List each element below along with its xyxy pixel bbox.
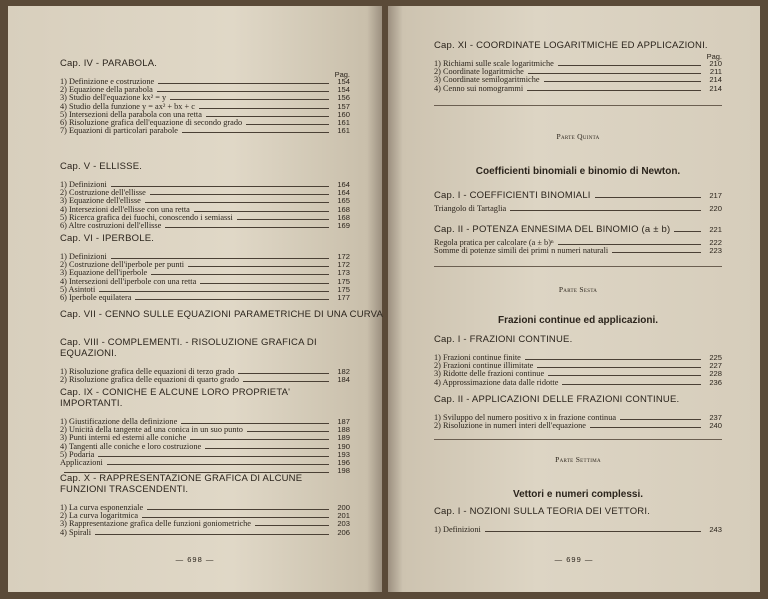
entry-page: 223 <box>709 246 722 256</box>
toc-entry <box>60 520 350 528</box>
chapter-section <box>60 58 350 135</box>
chapter-section <box>60 161 350 230</box>
entry-page: 184 <box>337 375 350 385</box>
entry-title: 6) Risoluzione grafica dell'equazione di secondo grado <box>60 117 243 127</box>
entry-page: 187 <box>337 417 350 426</box>
entry-page: 228 <box>709 369 722 379</box>
entry-page: 214 <box>709 75 722 85</box>
entry-page: 168 <box>337 204 350 214</box>
entry-list <box>60 181 350 230</box>
chapter-title: Cap. X - RAPPRESENTAZIONE GRAFICA DI ALCUNE FUNZIONI TRASCENDENTI. <box>60 473 303 495</box>
entry-title: 1) Definizione e costruzione <box>60 77 155 86</box>
entry-list <box>60 368 350 384</box>
toc-entry <box>60 443 350 451</box>
entry-page: 222 <box>709 238 722 247</box>
dotted-leader <box>194 211 329 212</box>
dotted-leader <box>165 227 329 228</box>
entry-title: 5) Asintoti <box>60 284 96 294</box>
entry-title: 1) Sviluppo del numero positivo x in frazione continua <box>434 413 617 422</box>
entry-title: 5) Podaria <box>60 449 95 459</box>
entry-list <box>434 354 722 387</box>
entry-title: 3) Coordinate semilogaritmiche <box>434 75 540 85</box>
entry-title: 2) Coordinate logaritmiche <box>434 67 524 77</box>
chapter-title: Cap. IX - CONICHE E ALCUNE LORO PROPRIETA' IMPORTANTI. <box>60 387 291 409</box>
dotted-leader <box>247 431 329 432</box>
entry-title: 7) Equazioni di particolari parabole <box>60 126 178 136</box>
entry-title: 1) Risoluzione grafica delle equazioni di terzo grado <box>60 367 235 376</box>
divider <box>434 266 722 267</box>
dotted-leader <box>181 423 329 424</box>
entry-list <box>434 205 722 213</box>
entry-page: 243 <box>709 525 722 534</box>
entry-page: 165 <box>337 196 350 206</box>
entry-title: 5) Ricerca grafica dei fuochi, conoscendo i semiassi <box>60 212 233 222</box>
dotted-leader <box>510 210 701 211</box>
chapter-section <box>434 40 722 93</box>
dotted-leader <box>558 65 701 66</box>
entry-page: 157 <box>337 101 350 111</box>
chapter-title: Cap. II - APPLICAZIONI DELLE FRAZIONI CONTINUE. <box>434 394 680 405</box>
page-number: — 699 — <box>554 555 594 564</box>
toc-entry <box>60 376 350 384</box>
dotted-leader <box>590 427 701 428</box>
entry-page: 164 <box>337 180 350 189</box>
entry-page: 154 <box>337 77 350 86</box>
entry-title: Applicazioni <box>60 457 103 467</box>
chapter-section <box>60 309 384 324</box>
dotted-leader <box>612 252 701 253</box>
toc-entry <box>434 85 722 93</box>
part-title: Vettori e numeri complessi. <box>512 489 644 500</box>
chapter-title: Cap. II - POTENZA ENNESIMA DEL BINOMIO (a ± b) <box>434 224 671 235</box>
entry-page: 196 <box>337 457 350 467</box>
page-number: — 698 — <box>175 555 215 564</box>
entry-page: 190 <box>337 441 350 451</box>
dotted-leader <box>620 419 701 420</box>
entry-title: 1) Richiami sulle scale logaritmiche <box>434 59 554 68</box>
dotted-leader <box>99 291 329 292</box>
entry-title: 4) Spirali <box>60 527 92 537</box>
chapter-title: Cap. VII - CENNO SULLE EQUAZIONI PARAMETRICHE DI UNA CURVA <box>60 309 384 320</box>
entry-title: 2) Risoluzione in numeri interi dell'equazione <box>434 421 586 431</box>
entry-title: Regola pratica per calcolare (a ± b)ⁿ <box>434 238 554 247</box>
dotted-leader <box>158 83 329 84</box>
entry-page: 156 <box>337 93 350 103</box>
entry-page: 211 <box>709 67 722 77</box>
entry-page: 236 <box>709 377 722 387</box>
dotted-leader <box>145 202 329 203</box>
toc-entry <box>434 247 722 255</box>
entry-page: 175 <box>337 276 350 286</box>
pag-header: Pag. <box>706 52 722 61</box>
toc-entry <box>434 422 722 430</box>
dotted-leader <box>135 299 329 300</box>
dotted-leader <box>558 244 701 245</box>
entry-title: 4) Intersezioni dell'ellisse con una retta <box>60 204 190 214</box>
chapter-section <box>434 506 722 534</box>
entry-title: 4) Cenno sui nomogrammi <box>434 83 524 93</box>
dotted-leader <box>246 124 329 125</box>
chapter-section <box>434 190 722 213</box>
entry-title: 1) Definizioni <box>60 180 107 189</box>
entry-page: 173 <box>337 268 350 278</box>
dotted-leader <box>595 197 701 198</box>
entry-list <box>60 78 350 135</box>
entry-title: 3) Equazione dell'ellisse <box>60 196 141 206</box>
entry-page: 210 <box>709 59 722 68</box>
entry-page: 220 <box>709 204 722 213</box>
part-title: Frazioni continue ed applicazioni. <box>497 315 658 326</box>
dotted-leader <box>525 359 701 360</box>
toc-entry <box>60 459 350 467</box>
entry-title: Triangolo di Tartaglia <box>434 204 507 213</box>
entry-title: 2) Frazioni continue illimitate <box>434 361 534 371</box>
entry-page: 160 <box>337 109 350 119</box>
entry-title: 1) Definizioni <box>60 252 107 261</box>
entry-list <box>434 414 722 430</box>
dotted-leader <box>243 381 329 382</box>
dotted-leader <box>537 367 701 368</box>
left-page <box>8 6 382 592</box>
entry-page: 225 <box>709 353 722 362</box>
dotted-leader <box>188 266 329 267</box>
toc-entry <box>60 222 350 230</box>
entry-page: 177 <box>337 292 350 302</box>
entry-page: 175 <box>337 284 350 294</box>
dotted-leader <box>111 258 329 259</box>
dotted-leader <box>182 132 329 133</box>
toc-entry <box>60 127 350 135</box>
entry-title: 5) Intersezioni della parabola con una retta <box>60 109 202 119</box>
dotted-leader <box>562 384 701 385</box>
dotted-leader <box>548 375 701 376</box>
entry-title: 1) La curva esponenziale <box>60 503 144 512</box>
entry-page: 169 <box>337 220 350 230</box>
entry-page: 227 <box>709 361 722 371</box>
part-label: Parte Settima <box>555 455 601 464</box>
pag-header: Pag. <box>334 70 350 79</box>
dotted-leader <box>238 373 329 374</box>
entry-list <box>434 526 722 534</box>
entry-page: 168 <box>337 212 350 222</box>
toc-entry <box>434 379 722 387</box>
entry-title: 3) Equazione dell'iperbole <box>60 268 148 278</box>
dotted-leader <box>200 283 329 284</box>
entry-title: 4) Intersezioni dell'iperbole con una retta <box>60 276 197 286</box>
entry-page: 188 <box>337 425 350 435</box>
entry-title: 2) Unicità della tangente ad una conica in un suo punto <box>60 425 243 435</box>
chapter-row <box>434 224 722 235</box>
dotted-leader <box>157 91 329 92</box>
divider <box>434 105 722 106</box>
part-label: Parte Sesta <box>558 285 598 294</box>
entry-page: 206 <box>337 527 350 537</box>
entry-title: 3) Punti interni ed esterni alle coniche <box>60 433 187 443</box>
dotted-leader <box>142 517 329 518</box>
dotted-leader <box>199 108 329 109</box>
entry-page: 172 <box>337 260 350 270</box>
toc-entry <box>60 451 350 459</box>
entry-title: 2) Equazione della parabola <box>60 85 153 95</box>
entry-title: 3) Ridotte delle frazioni continue <box>434 369 545 379</box>
entry-list <box>60 504 350 537</box>
entry-page: 237 <box>709 413 722 422</box>
toc-entry <box>434 205 722 213</box>
toc-entry <box>60 278 350 286</box>
dotted-leader <box>206 116 329 117</box>
entry-title: 4) Studio della funzione y = ax² + bx + c <box>60 101 195 111</box>
entry-title: 6) Iperbole equilatera <box>60 292 132 302</box>
dotted-leader <box>485 531 701 532</box>
entry-list <box>434 239 722 255</box>
dotted-leader <box>255 525 329 526</box>
entry-page: 198 <box>337 466 350 476</box>
entry-list <box>60 418 350 475</box>
dotted-leader <box>95 534 329 535</box>
divider <box>434 439 722 440</box>
dotted-leader <box>527 90 701 91</box>
entry-title: 4) Tangenti alle coniche e loro costruzione <box>60 441 202 451</box>
entry-title: 2) Risoluzione grafica delle equazioni di quarto grado <box>60 375 240 385</box>
entry-title: 4) Approssimazione data dalle ridotte <box>434 377 559 387</box>
entry-page: 189 <box>337 433 350 443</box>
chapter-page: 217 <box>709 191 722 200</box>
chapter-section <box>60 337 350 384</box>
chapter-section <box>434 334 722 387</box>
chapter-page: 221 <box>709 225 722 234</box>
dotted-leader <box>107 464 329 465</box>
dotted-leader <box>544 81 701 82</box>
chapter-section <box>60 387 350 475</box>
entry-page: 161 <box>337 126 350 136</box>
entry-list <box>60 253 350 302</box>
chapter-title: Cap. I - NOZIONI SULLA TEORIA DEI VETTORI. <box>434 506 651 517</box>
entry-title: 2) Costruzione dell'iperbole per punti <box>60 260 185 270</box>
dotted-leader <box>147 509 329 510</box>
chapter-row <box>434 190 722 201</box>
chapter-title: Cap. I - FRAZIONI CONTINUE. <box>434 334 573 345</box>
chapter-title: Cap. VI - IPERBOLE. <box>60 233 155 244</box>
entry-title: 2) Costruzione dell'ellisse <box>60 188 146 198</box>
entry-page: 182 <box>337 367 350 376</box>
toc-entry <box>60 294 350 302</box>
dotted-leader <box>237 219 329 220</box>
entry-page: 193 <box>337 449 350 459</box>
dotted-leader <box>674 231 701 232</box>
chapter-section <box>434 224 722 255</box>
dotted-leader <box>98 456 329 457</box>
chapter-title: Cap. I - COEFFICIENTI BINOMIALI <box>434 190 591 201</box>
entry-page: 200 <box>337 503 350 512</box>
chapter-title: Cap. XI - COORDINATE LOGARITMICHE ED APPLICAZIONI. <box>434 40 708 51</box>
entry-title: 6) Altre costruzioni dell'ellisse <box>60 220 162 230</box>
dotted-leader <box>151 274 329 275</box>
entry-page: 154 <box>337 85 350 95</box>
entry-title: 1) Giustificazione della definizione <box>60 417 178 426</box>
chapter-title: Cap. IV - PARABOLA. <box>60 58 158 69</box>
chapter-section <box>60 233 350 302</box>
chapter-title: Cap. VIII - COMPLEMENTI. - RISOLUZIONE GRAFICA DI EQUAZIONI. <box>60 337 317 359</box>
dotted-leader <box>111 186 329 187</box>
chapter-section <box>434 394 722 430</box>
entry-title: 1) Frazioni continue finite <box>434 353 521 362</box>
dotted-leader <box>150 194 329 195</box>
dotted-leader <box>170 99 329 100</box>
dotted-leader <box>528 73 701 74</box>
entry-title: 3) Rappresentazione grafica delle funzioni goniometriche <box>60 519 251 529</box>
entry-title: 3) Studio dell'equazione kx² = y <box>60 93 167 103</box>
entry-page: 201 <box>337 511 350 521</box>
entry-title: 2) La curva logaritmica <box>60 511 139 521</box>
chapter-section <box>60 473 350 537</box>
entry-page: 214 <box>709 83 722 93</box>
entry-list <box>434 60 722 93</box>
chapter-title: Cap. V - ELLISSE. <box>60 161 143 172</box>
dotted-leader <box>205 448 329 449</box>
entry-page: 203 <box>337 519 350 529</box>
entry-page: 172 <box>337 252 350 261</box>
right-page <box>388 6 760 592</box>
entry-page: 240 <box>709 421 722 431</box>
entry-title: Somme di potenze simili dei primi n numeri naturali <box>434 246 609 256</box>
entry-page: 161 <box>337 117 350 127</box>
entry-title: 1) Definizioni <box>434 525 481 534</box>
chapter-row <box>60 309 384 320</box>
dotted-leader <box>190 439 329 440</box>
part-title: Coefficienti binomiali e binomio di Newton. <box>475 166 681 177</box>
part-label: Parte Quinta <box>556 132 600 141</box>
toc-entry <box>434 526 722 534</box>
entry-page: 164 <box>337 188 350 198</box>
toc-entry <box>60 529 350 537</box>
